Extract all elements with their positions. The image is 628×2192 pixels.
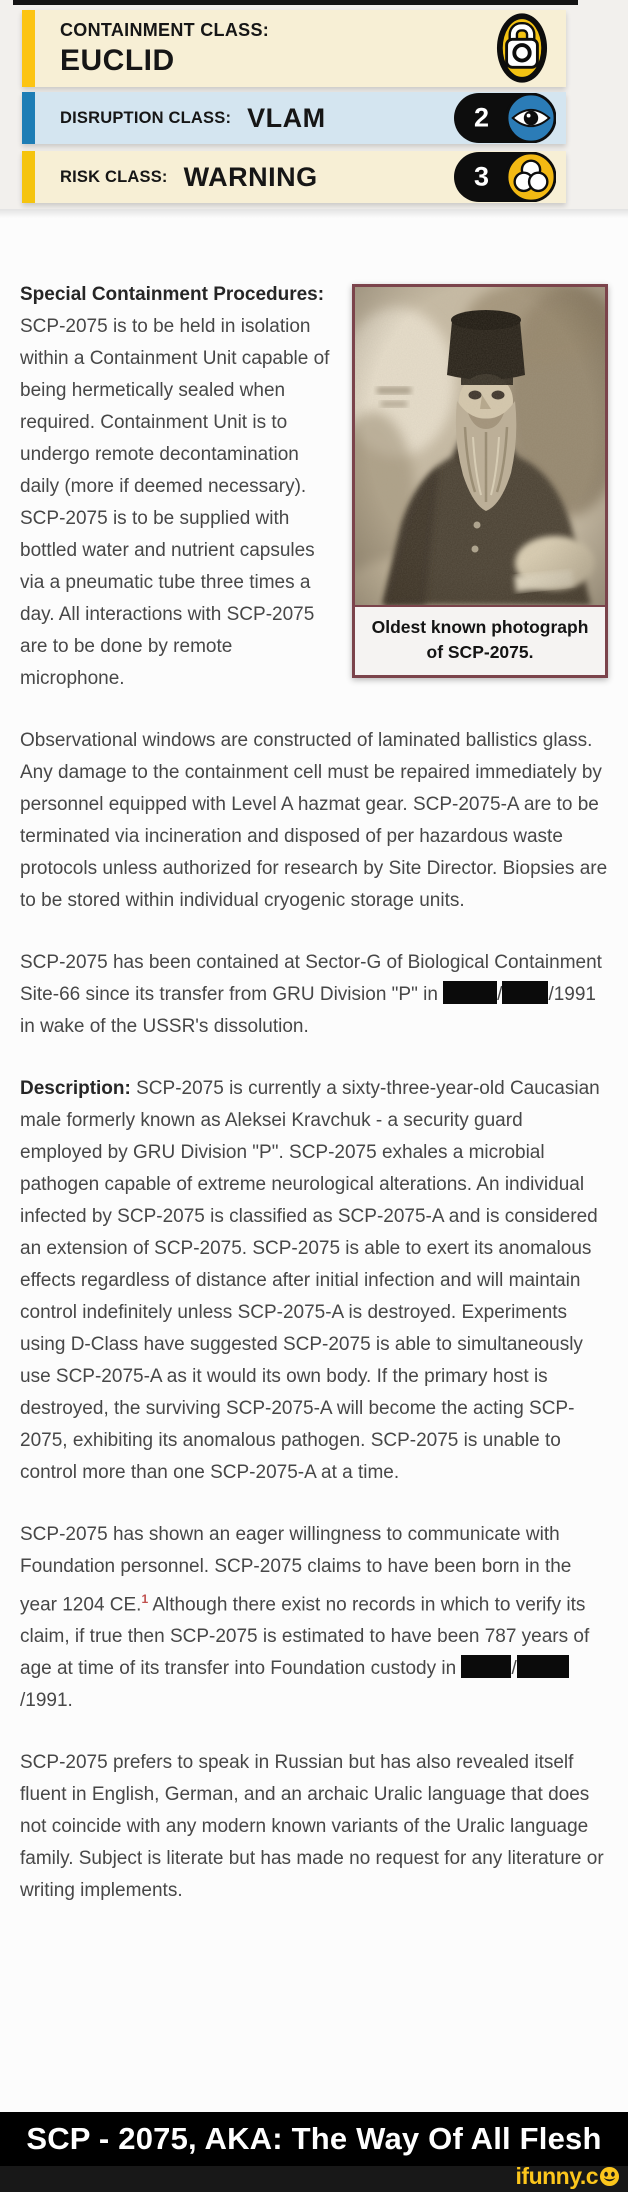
containment-class-text <box>35 20 269 78</box>
document-body <box>0 209 628 2112</box>
redaction-block <box>461 1655 511 1678</box>
procedures-text: SCP-2075 is to be held in isolation within a Containment Unit capable of being hermetically sealed when required. Containment Unit is to undergo remote decontamination daily (more if deemed necessary). SCP-2075 is to be supplied with bottled water and nutrient capsules via a pneumatic tube three times a day. All interactions with SCP-2075 are to be done by remote microphone. <box>20 316 330 689</box>
history-text-after: /1991 in wake of the USSR's dissolution. <box>20 984 596 1037</box>
paragraph-observation <box>20 725 608 917</box>
scp-photo-figure <box>352 284 608 678</box>
observation-text: Observational windows are constructed of laminated ballistics glass. Any damage to the containment cell must be repaired immediately by personnel equipped with Level A hazmat gear. SCP-2075-A are to be terminated via incineration and disposed of per hazardous waste protocols unless authorized for research by Site Director. Biopsies are to be stored within individual cryogenic storage units. <box>20 730 608 911</box>
disruption-class-label: DISRUPTION CLASS: <box>60 108 232 127</box>
paragraph-description <box>20 1073 608 1489</box>
redaction-block <box>502 981 548 1004</box>
history-slash: / <box>497 984 503 1005</box>
language-text: SCP-2075 prefers to speak in Russian but has also revealed itself fluent in English, German, and an archaic Uralic language that does not coincide with any modern known variants of the Uralic language family. Subject is literate but has made no request for any literature or writing implements. <box>20 1752 604 1902</box>
paragraph-language <box>20 1747 608 1907</box>
smiley-icon <box>599 2166 620 2187</box>
containment-class-value: EUCLID <box>60 43 175 77</box>
containment-class-row <box>22 10 566 87</box>
risk-class-row <box>22 151 566 203</box>
paragraph-communication <box>20 1519 608 1717</box>
communication-text-after: /1991. <box>20 1690 73 1712</box>
procedures-heading: Special Containment Procedures: <box>20 284 325 305</box>
photo-caption-line1: Oldest known photograph <box>371 617 589 637</box>
risk-level-number: 3 <box>474 161 490 192</box>
description-heading: Description: <box>20 1078 131 1099</box>
ifunny-watermark <box>516 2163 620 2190</box>
meme-title-bar <box>0 2112 628 2166</box>
photo-caption-line2: of SCP-2075. <box>426 642 534 662</box>
classification-box <box>22 10 566 203</box>
top-divider-bar <box>13 0 578 5</box>
disruption-class-value: VLAM <box>247 102 326 133</box>
disruption-badge <box>454 93 556 143</box>
containment-class-label: CONTAINMENT CLASS: <box>60 19 270 40</box>
lock-icon <box>496 12 548 84</box>
risk-class-label: RISK CLASS: <box>60 167 168 186</box>
footer-strip <box>0 2163 628 2192</box>
redaction-block <box>443 981 497 1004</box>
risk-badge <box>454 152 556 202</box>
communication-text-before: SCP-2075 has shown an eager willingness to communicate with Foundation personnel. SCP-2075 claims to have been born in the year 1204 CE. <box>20 1524 572 1616</box>
redaction-block <box>517 1655 569 1678</box>
description-text: SCP-2075 is currently a sixty-three-year-old Caucasian male formerly known as Aleksei Kravchuk - a security guard employed by GRU Division "P". SCP-2075 exhales a microbial pathogen capable of extreme neurological alterations. An individual infected by SCP-2075 is classified as SCP-2075-A and is considered an extension of SCP-2075. SCP-2075 is able to exert its anomalous effects regardless of distance after initial infection and will maintain control indefinitely unless SCP-2075-A is destroyed. Experiments using D-Class have suggested SCP-2075 is able to simultaneously use SCP-2075-A as it would its own body. If the primary host is destroyed, the surviving SCP-2075-A will become the acting SCP-2075, exhibiting its anomalous pathogen. SCP-2075 is unable to control more than one SCP-2075-A at a time. <box>20 1078 600 1483</box>
paragraph-containment-procedures <box>20 279 608 695</box>
watermark-text: ifunny.c <box>515 2163 598 2189</box>
risk-class-value: WARNING <box>183 161 318 192</box>
paragraph-containment-history <box>20 947 608 1043</box>
photo-caption <box>355 605 605 675</box>
communication-text-mid: Although there exist no records in which to verify its claim, if true then SCP-2075 is estimated to have been 787 years of age at time of its transfer into Foundation custody in <box>20 1594 590 1680</box>
communication-slash: / <box>511 1658 517 1680</box>
history-text-before: SCP-2075 has been contained at Sector-G of Biological Containment Site-66 since its transfer from GRU Division "P" in <box>20 952 602 1005</box>
disruption-level-number: 2 <box>474 102 490 133</box>
trefoil-icon <box>506 152 556 202</box>
scp-2075-photo <box>355 287 605 605</box>
eye-icon <box>506 93 556 143</box>
disruption-class-row <box>22 92 566 144</box>
meme-title: SCP - 2075, AKA: The Way Of All Flesh <box>26 2121 602 2156</box>
footnote-marker: 1 <box>141 1592 149 1606</box>
